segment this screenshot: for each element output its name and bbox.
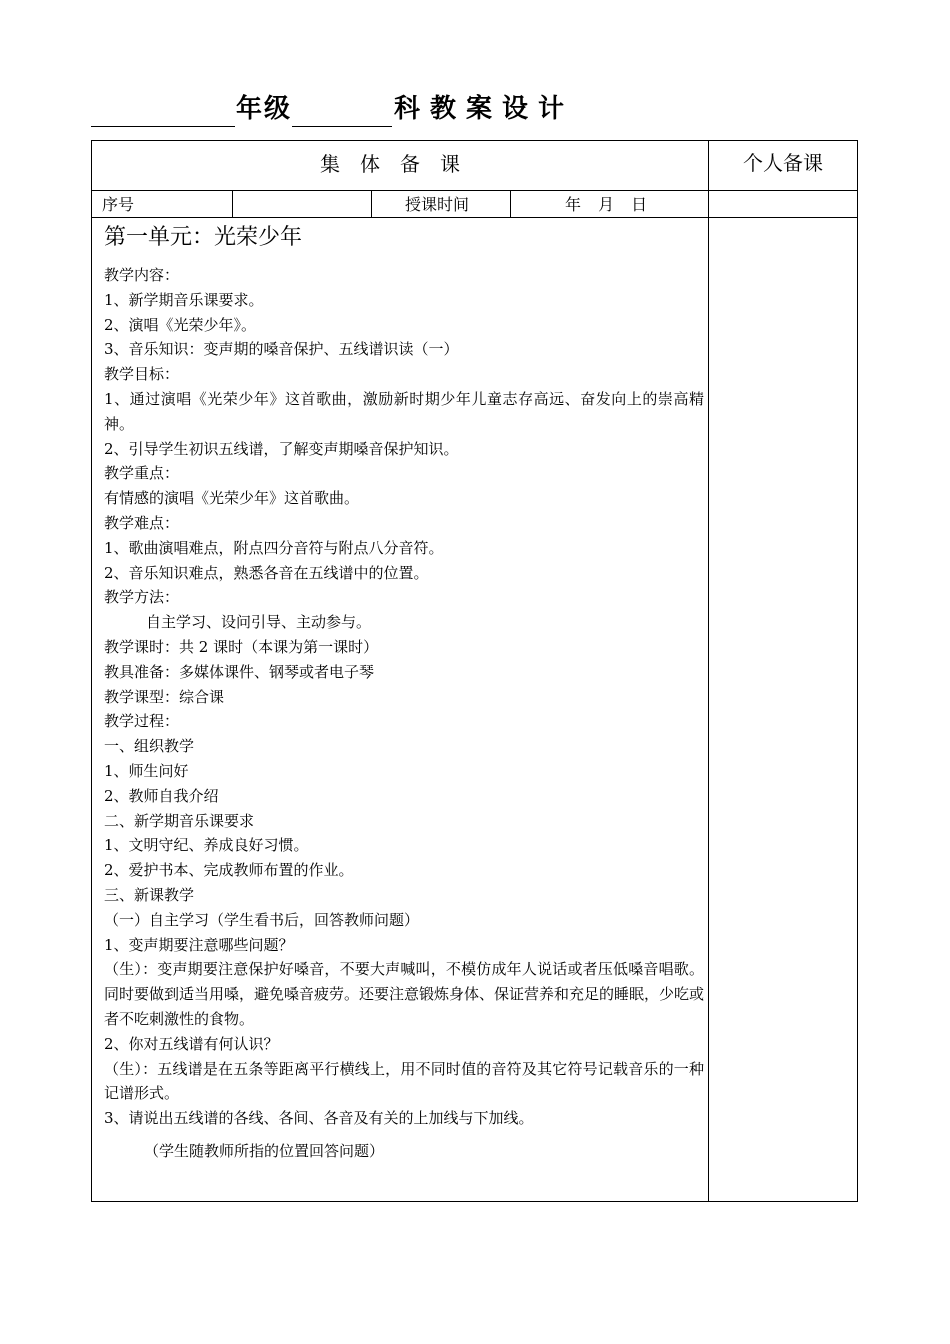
content-line: 一、组织教学 [104,737,195,756]
cell-divider [232,190,233,217]
content-line: 2、音乐知识难点，熟悉各音在五线谱中的位置。 [104,563,429,582]
content-line: 二、新学期音乐课要求 [104,811,255,830]
content-line: 教学课型：综合课 [104,687,225,706]
unit-title: 第一单元：光荣少年 [104,225,303,250]
content-line: 有情感的演唱《光荣少年》这首歌曲。 [104,489,360,508]
content-line: 教具准备：多媒体课件、钢琴或者电子琴 [104,662,375,681]
subject-blank-line [292,126,392,127]
row-divider [92,190,857,191]
column-divider [708,141,709,1201]
content-line: 三、新课教学 [104,885,195,904]
seq-label: 序号 [102,195,135,214]
content-line: 教学过程： [104,712,180,731]
cell-divider [371,190,372,217]
grade-label: 年级 [236,94,293,124]
subject-title: 科教案设计 [394,94,575,124]
content-line: 1、师生问好 [104,761,189,780]
lesson-plan-table [91,140,858,1202]
content-line: 教学难点： [104,513,180,532]
lesson-content [104,223,704,1164]
content-line: 2、引导学生初识五线谱，了解变声期嗓音保护知识。 [104,439,459,458]
row-divider [92,217,857,218]
content-line: 1、文明守纪、养成良好习惯。 [104,836,309,855]
content-line: 2、爱护书本、完成教师布置的作业。 [104,861,354,880]
content-line: （生）：五线谱是在五条等距离平行横线上，用不同时值的音符及其它符号记载音乐的一种记谱形式。 [104,1059,704,1103]
content-line: 2、你对五线谱有何认识？ [104,1034,279,1053]
content-line: （一）自主学习（学生看书后，回答教师问题） [104,910,420,929]
date-field: 年 月 日 [565,195,648,214]
content-line: 教学课时：共 2 课时（本课为第一课时） [104,637,379,656]
spacer [104,1131,704,1139]
content-line: 1、变声期要注意哪些问题？ [104,935,294,954]
content-line: 教学目标： [104,365,180,384]
content-line: 2、演唱《光荣少年》。 [104,315,257,334]
content-line: 教学内容： [104,266,180,284]
content-line: （学生随教师所指的位置回答问题） [144,1141,385,1160]
content-line: 自主学习、设问引导、主动参与。 [146,613,372,632]
content-line: 教学重点： [104,464,180,483]
personal-prep-header: 个人备课 [743,151,823,175]
content-line: （生）：变声期要注意保护好嗓音，不要大声喊叫，不模仿成年人说话或者压低嗓音唱歌。同时要做到适当用嗓，避免嗓音疲劳。还要注意锻炼身体、保证营养和充足的睡眠，少吃或者不吃刺激性的食物。 [104,960,705,1028]
grade-blank-line [91,126,235,127]
content-line: 3、音乐知识：变声期的嗓音保护、五线谱识读（一） [104,340,459,359]
content-line: 1、新学期音乐课要求。 [104,290,264,309]
collective-prep-header: 集体备课 [320,152,480,176]
content-line: 3、请说出五线谱的各线、各间、各音及有关的上加线与下加线。 [104,1109,534,1128]
content-line: 1、通过演唱《光荣少年》这首歌曲，激励新时期少年儿童志存高远、奋发向上的崇高精神。 [104,389,704,433]
content-line: 1、歌曲演唱难点，附点四分音符与附点八分音符。 [104,538,444,557]
class-time-label: 授课时间 [405,195,470,214]
document-title [0,88,950,128]
cell-divider [510,190,511,217]
content-line: 2、教师自我介绍 [104,786,219,805]
content-line: 教学方法： [104,588,180,607]
